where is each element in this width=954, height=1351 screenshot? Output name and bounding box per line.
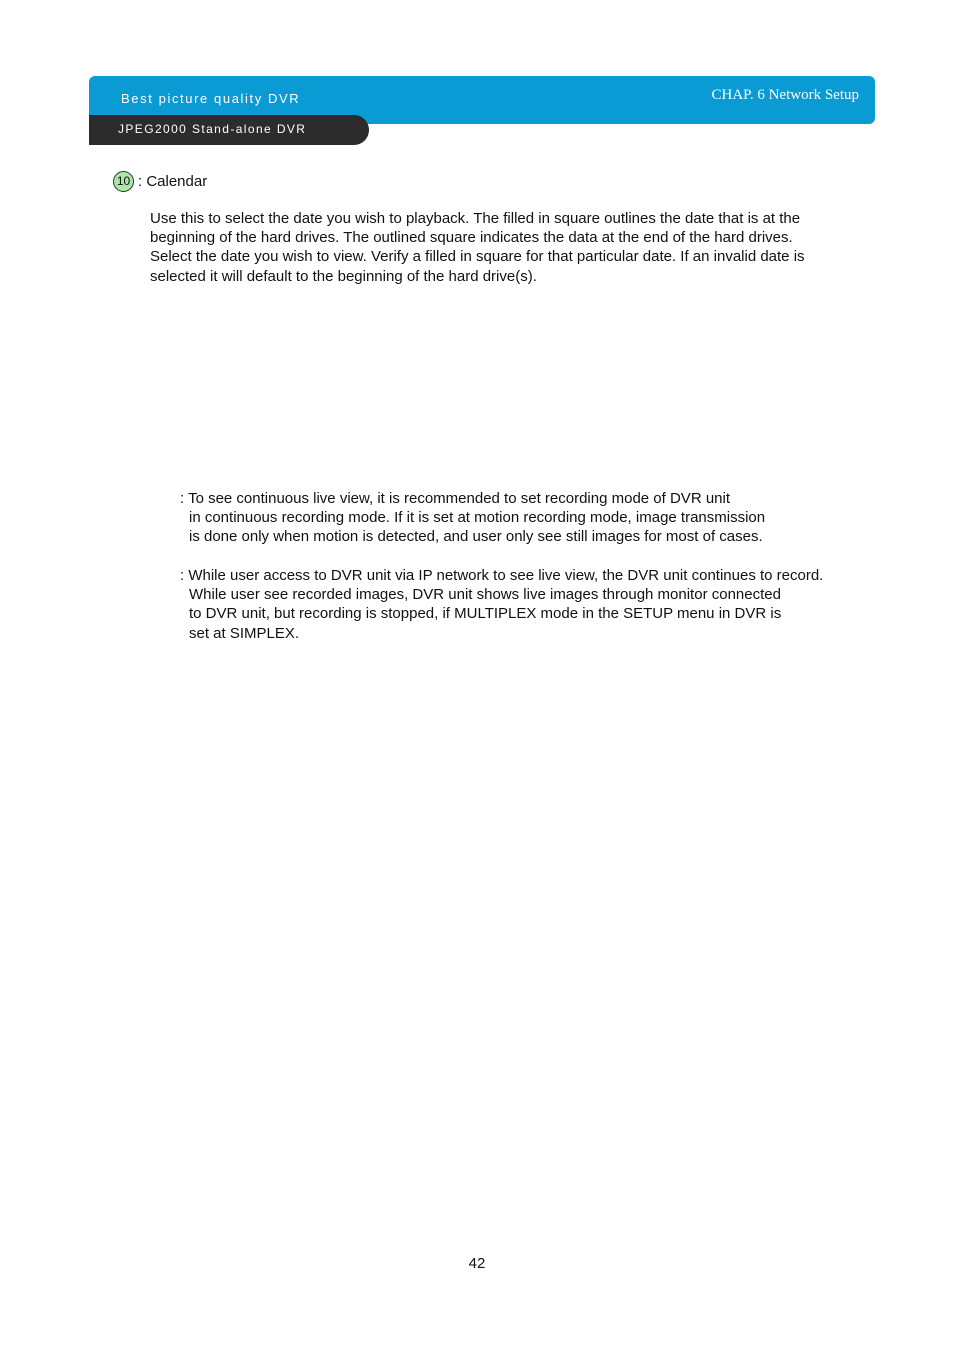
section-heading: : Calendar bbox=[138, 173, 208, 190]
paragraph-line: selected it will default to the beginning of the hard drive(s). bbox=[150, 267, 537, 285]
section-paragraph bbox=[150, 209, 870, 286]
note-line: to DVR unit, but recording is stopped, if MULTIPLEX mode in the SETUP menu in DVR is bbox=[189, 605, 782, 623]
note-line: is done only when motion is detected, and user only see still images for most of cases. bbox=[189, 528, 763, 546]
paragraph-line: beginning of the hard drives. The outlined square indicates the data at the end of the hard drives. bbox=[150, 229, 793, 247]
note-live-view bbox=[180, 489, 880, 547]
note-line: : While user access to DVR unit via IP network to see live view, the DVR unit continues to record. bbox=[180, 567, 824, 584]
note-line: set at SIMPLEX. bbox=[189, 624, 300, 642]
item-number-badge: 10 bbox=[113, 171, 134, 192]
note-line: While user see recorded images, DVR unit shows live images through monitor connected bbox=[189, 586, 781, 604]
paragraph-line: Select the date you wish to view. Verify a filled in square for that particular date. If an invalid date is bbox=[150, 248, 805, 266]
note-line: in continuous recording mode. If it is set at motion recording mode, image transmission bbox=[189, 509, 766, 527]
note-line: : To see continuous live view, it is recommended to set recording mode of DVR unit bbox=[180, 490, 730, 507]
page-number: 42 bbox=[468, 1255, 486, 1272]
header-tagline: Best picture quality DVR bbox=[121, 91, 301, 106]
header-subtitle: JPEG2000 Stand-alone DVR bbox=[118, 122, 307, 136]
note-recording bbox=[180, 566, 880, 643]
chapter-title: CHAP. 6 Network Setup bbox=[711, 87, 859, 103]
paragraph-line: Use this to select the date you wish to playback. The filled in square outlines the date that is at the bbox=[150, 210, 801, 227]
